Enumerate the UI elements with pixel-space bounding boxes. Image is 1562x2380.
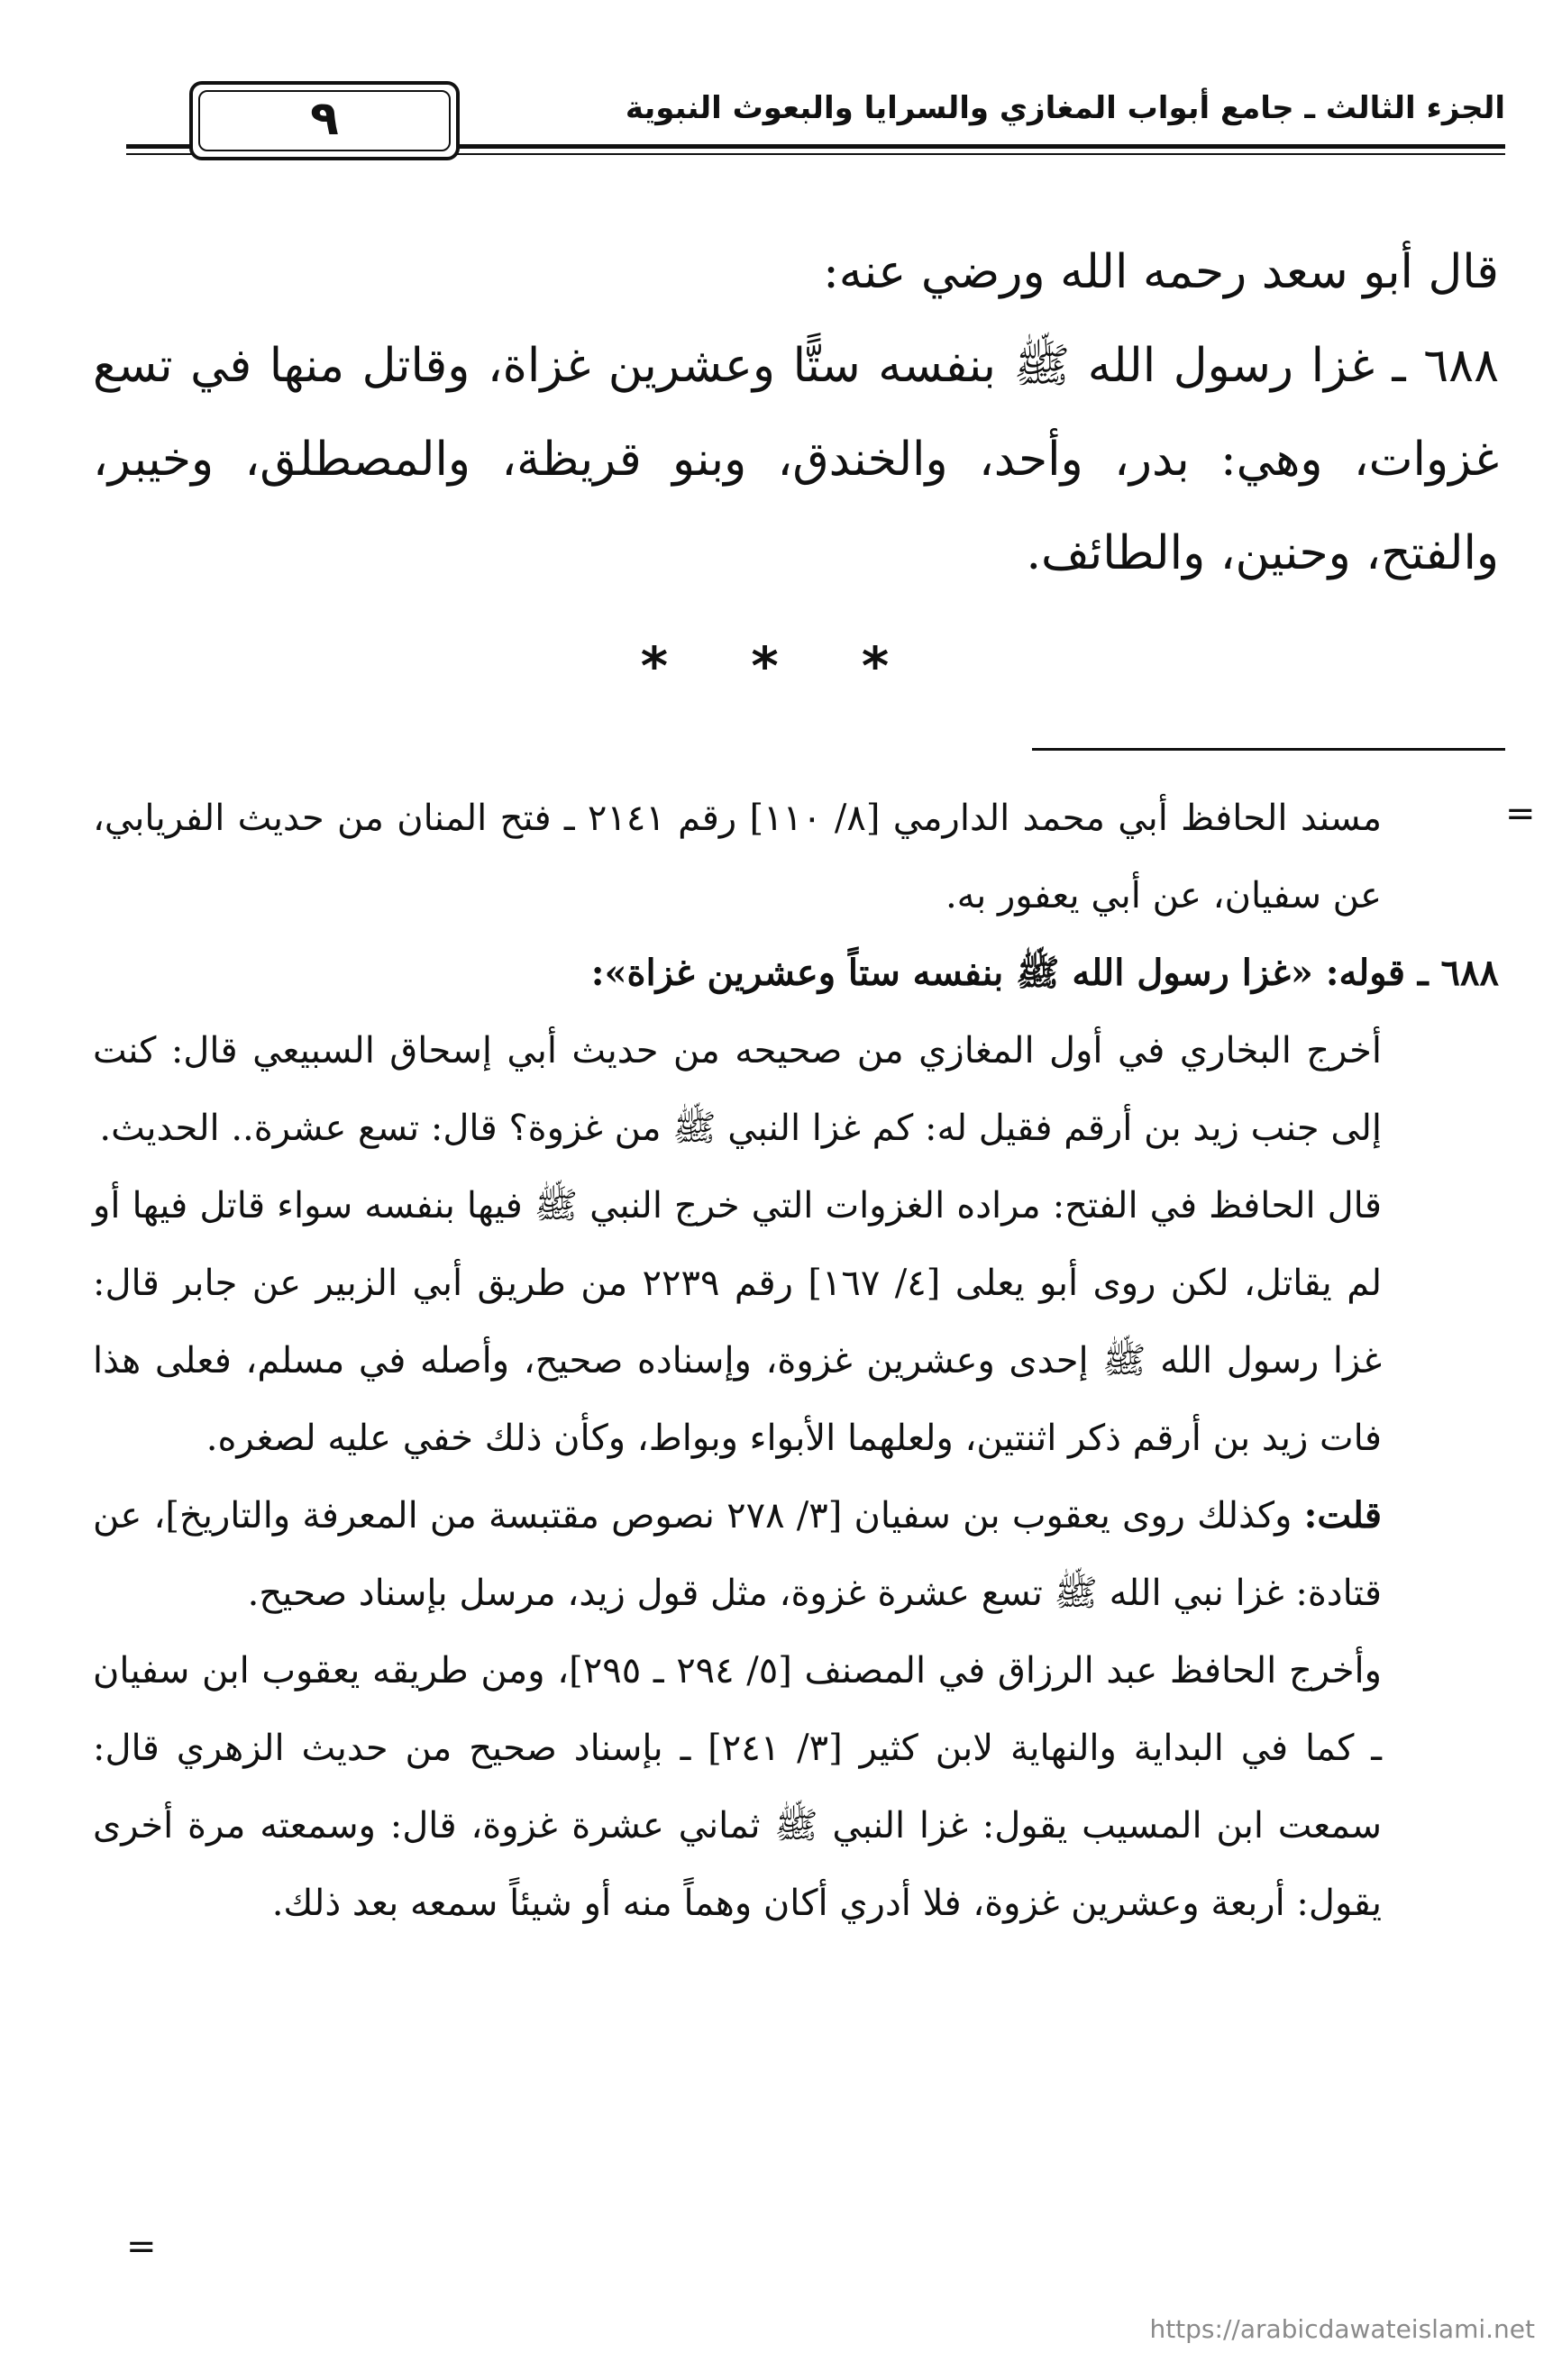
source-watermark: https://arabicdawateislami.net <box>1149 2314 1535 2344</box>
footnote-heading-688: ٦٨٨ ـ قوله: «غزا رسول الله ﷺ بنفسه ستاً وعشرين غزاة»: <box>590 952 1499 994</box>
qultu-label: قلت: <box>1303 1494 1382 1537</box>
running-title: الجزء الثالث ـ جامع أبواب المغازي والسرايا والبعوث النبوية <box>625 90 1505 126</box>
footnotes <box>93 780 1499 1942</box>
footnote-paragraph-abdurrazzaq: وأخرج الحافظ عبد الرزاق في المصنف [٥/ ٢٩٤ ـ ٢٩٥]، ومن طريقه يعقوب ابن سفيان ـ كما في البداية والنهاية لابن كثير [٣/ ٢٤١] ـ بإسناد صحيح من حديث الزهري قال: سمعت ابن المسيب يقول: غزا النبي ﷺ ثماني عشرة غزوة، قال: وسمعته مرة أخرى يقول: أربعة وعشرين غزوة، فلا أدري أكان وهماً منه أو شيئاً سمعه بعد ذلك. <box>93 1650 1382 1924</box>
section-separator: * * * <box>640 635 922 697</box>
page-header <box>126 81 1505 162</box>
footnote-continuation: مسند الحافظ أبي محمد الدارمي [٨/ ١١٠] رقم ٢١٤١ ـ فتح المنان من حديث الفريابي، عن سفيان، عن أبي يعفور به. <box>93 798 1382 916</box>
main-text <box>93 225 1499 600</box>
main-hadith-688: ٦٨٨ ـ غزا رسول الله ﷺ بنفسه ستًّا وعشرين غزاة، وقاتل منها في تسع غزوات، وهي: بدر، وأحد، والخندق، وبنو قريظة، والمصطلق، وخيبر، والفتح، وحنين، والطائف. <box>93 339 1499 580</box>
footnote-paragraph-qultu <box>93 1477 1499 1632</box>
footnote-paragraph-bukhari: أخرج البخاري في أول المغازي من صحيحه من حديث أبي إسحاق السبيعي قال: كنت إلى جنب زيد بن أرقم فقيل له: كم غزا النبي ﷺ من غزوة؟ قال: تسع عشرة.. الحديث. <box>93 1030 1382 1149</box>
main-intro: قال أبو سعد رحمه الله ورضي عنه: <box>823 245 1499 299</box>
footnote-paragraph-fath: قال الحافظ في الفتح: مراده الغزوات التي خرج النبي ﷺ فيها بنفسه سواء قاتل فيها أو لم يقاتل، لكن روى أبو يعلى [٤/ ١٦٧] رقم ٢٢٣٩ من طريق أبي الزبير عن جابر قال: غزا رسول الله ﷺ إحدى وعشرين غزوة، وإسناده صحيح، وأصله في مسلم، فعلى هذا فات زيد بن أرقم ذكر اثنتين، ولعلهما الأبواء وبواط، وكأن ذلك خفي عليه لصغره. <box>93 1185 1382 1459</box>
page-number-frame <box>189 81 460 160</box>
page-number: ٩ <box>310 92 339 146</box>
qultu-text: وكذلك روى يعقوب بن سفيان [٣/ ٢٧٨ نصوص مقتبسة من المعرفة والتاريخ]، عن قتادة: غزا نبي الله ﷺ تسع عشرة غزوة، مثل قول زيد، مرسل بإسناد صحيح. <box>93 1495 1382 1614</box>
continuation-mark-top: = <box>1505 793 1536 834</box>
footnote-divider <box>1032 748 1505 751</box>
continuation-mark-bottom: = <box>126 2226 157 2267</box>
